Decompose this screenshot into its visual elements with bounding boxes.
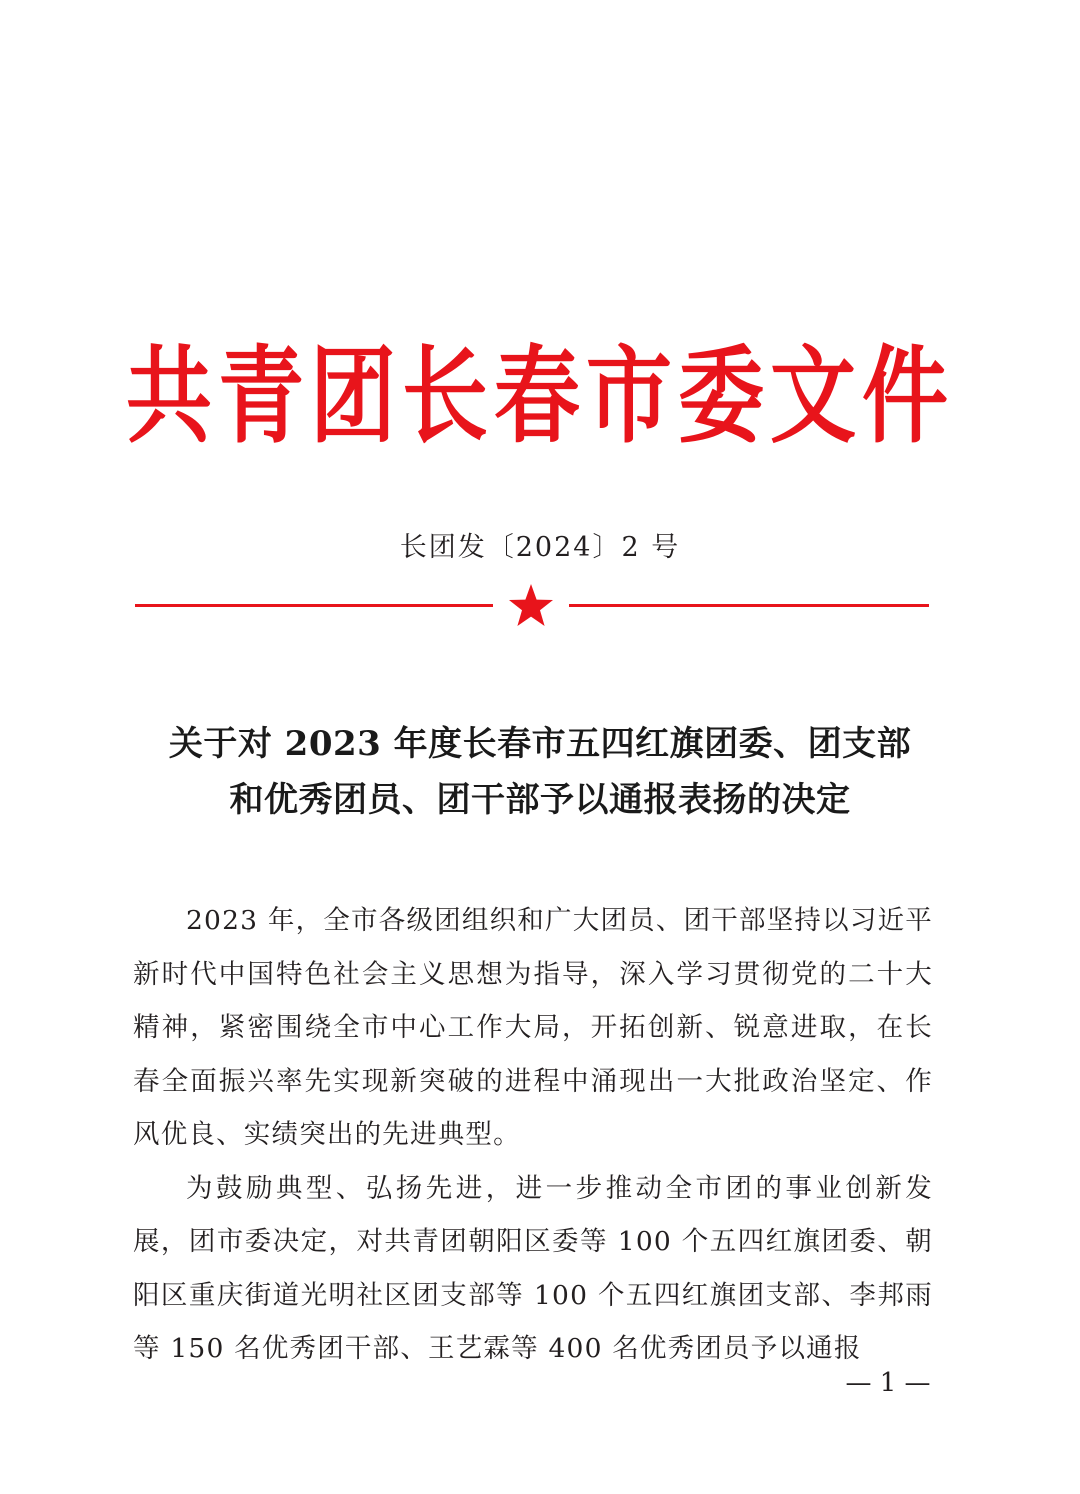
document-body <box>133 894 933 1376</box>
document-number: 长团发〔2024〕2 号 <box>399 532 681 563</box>
red-divider <box>135 582 929 630</box>
document-title <box>0 716 1080 828</box>
masthead-title: 共青团长春市委文件 <box>126 335 954 459</box>
divider-line-left <box>135 604 493 607</box>
divider-line-right <box>569 604 929 607</box>
page-number: — 1 — <box>845 1368 931 1398</box>
title-line-1: 关于对 2023 年度长春市五四红旗团委、团支部 <box>168 724 912 764</box>
title-line-2: 和优秀团员、团干部予以通报表扬的决定 <box>229 780 851 820</box>
star-icon <box>507 582 555 630</box>
body-paragraph-2: 为鼓励典型、弘扬先进，进一步推动全市团的事业创新发展，团市委决定，对共青团朝阳区委等 100 个五四红旗团委、朝阳区重庆街道光明社区团支部等 100 个五四红旗团支部、李邦雨等 150 名优秀团干部、王艺霖等 400 名优秀团员予以通报 <box>133 1172 933 1364</box>
body-paragraph-1: 2023 年，全市各级团组织和广大团员、团干部坚持以习近平新时代中国特色社会主义思想为指导，深入学习贯彻党的二十大精神，紧密围绕全市中心工作大局，开拓创新、锐意进取，在长春全面振兴率先实现新突破的进程中涌现出一大批政治坚定、作风优良、实绩突出的先进典型。 <box>133 905 933 1150</box>
